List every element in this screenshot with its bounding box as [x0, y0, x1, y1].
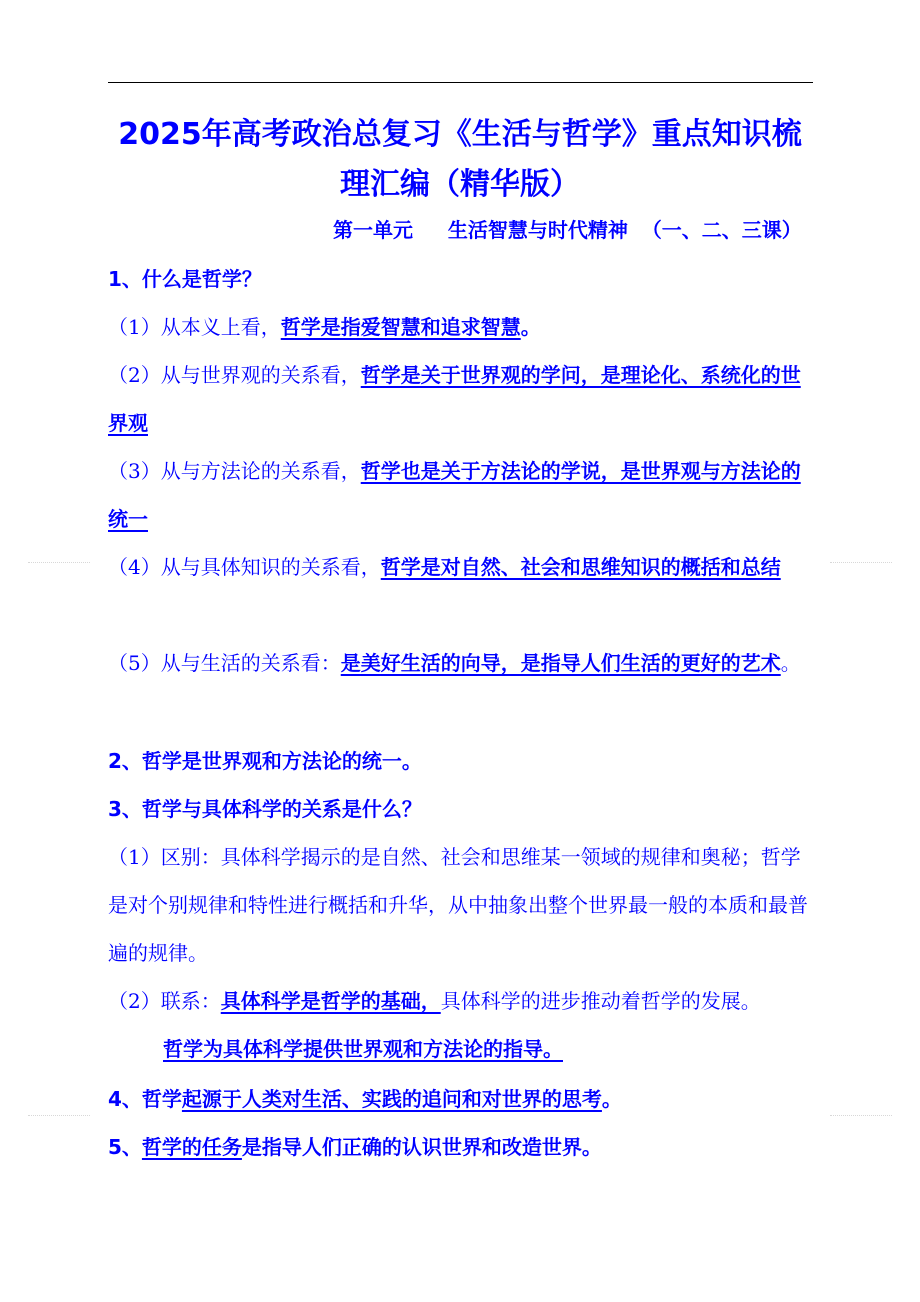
q1-item-5: [108, 639, 818, 687]
q5-suffix: 是指导人们正确的认识世界和改造世界。: [241, 1135, 602, 1159]
margin-guide-left-bottom: [28, 1115, 90, 1116]
q1-item-4-key: 哲学是对自然、社会和思维知识的概括和总结: [380, 555, 781, 579]
margin-guide-right-top: [830, 562, 892, 563]
q3-item-2-key: 具体科学是哲学的基础，: [220, 989, 441, 1013]
q1-item-3-prefix: （3）从与方法论的关系看，: [108, 459, 361, 483]
margin-guide-left-top: [28, 562, 90, 563]
q1-item-1-suffix: 。: [520, 315, 541, 339]
question-5: [108, 1123, 818, 1171]
q3-item-2: [108, 977, 818, 1025]
q4-key: 起源于人类对生活、实践的追问和对世界的思考: [181, 1087, 602, 1111]
q3-item-1: （1）区别：具体科学揭示的是自然、社会和思维某一领域的规律和奥秘；哲学是对个别规律和特性进行概括和升华，从中抽象出整个世界最一般的本质和最普遍的规律。: [108, 845, 808, 965]
question-1-heading: 1、什么是哲学？: [108, 267, 262, 291]
margin-guide-right-bottom: [830, 1115, 892, 1116]
question-2: 2、哲学是世界观和方法论的统一。: [108, 749, 422, 773]
header-rule: [108, 82, 813, 83]
q3-item-2-prefix: （2）联系：: [108, 989, 221, 1013]
q1-item-5-key: 是美好生活的向导，是指导人们生活的更好的艺术: [340, 651, 781, 675]
q3-item-2-suffix: 具体科学的进步推动着哲学的发展。: [440, 989, 761, 1013]
q1-item-5-prefix: （5）从与生活的关系看：: [108, 651, 341, 675]
q1-item-3: [108, 447, 818, 543]
q1-item-4: [108, 543, 818, 591]
unit-heading: 第一单元 生活智慧与时代精神 （一、二、三课）: [333, 218, 802, 242]
q1-item-2-prefix: （2）从与世界观的关系看，: [108, 363, 361, 387]
q3-item-2-continued: [163, 1025, 823, 1073]
q3-item-2-line2: 哲学为具体科学提供世界观和方法论的指导。: [163, 1037, 563, 1061]
q4-prefix: 4、哲学: [108, 1087, 182, 1111]
title-line-1: 2025年高考政治总复习《生活与哲学》重点知识梳: [118, 117, 802, 152]
q1-item-4-prefix: （4）从与具体知识的关系看，: [108, 555, 381, 579]
question-4: [108, 1075, 818, 1123]
q1-item-1-prefix: （1）从本义上看，: [108, 315, 281, 339]
title-line-2: 理汇编（精华版）: [340, 167, 580, 202]
question-3-heading: 3、哲学与具体科学的关系是什么？: [108, 797, 422, 821]
document-title: [60, 110, 860, 210]
q4-suffix: 。: [601, 1087, 622, 1111]
q1-item-1-key: 哲学是指爱智慧和追求智慧: [280, 315, 521, 339]
q1-item-2: [108, 351, 818, 447]
q5-key: 哲学的任务: [141, 1135, 242, 1159]
q1-item-1: [108, 303, 818, 351]
q1-item-3-key: 哲学也是关于方法论的学说，是世界观与方法论的统一: [108, 459, 801, 531]
q5-prefix: 5、: [108, 1135, 142, 1159]
q1-item-5-suffix: 。: [780, 651, 801, 675]
q1-item-2-key: 哲学是关于世界观的学问，是理论化、系统化的世界观: [108, 363, 801, 435]
